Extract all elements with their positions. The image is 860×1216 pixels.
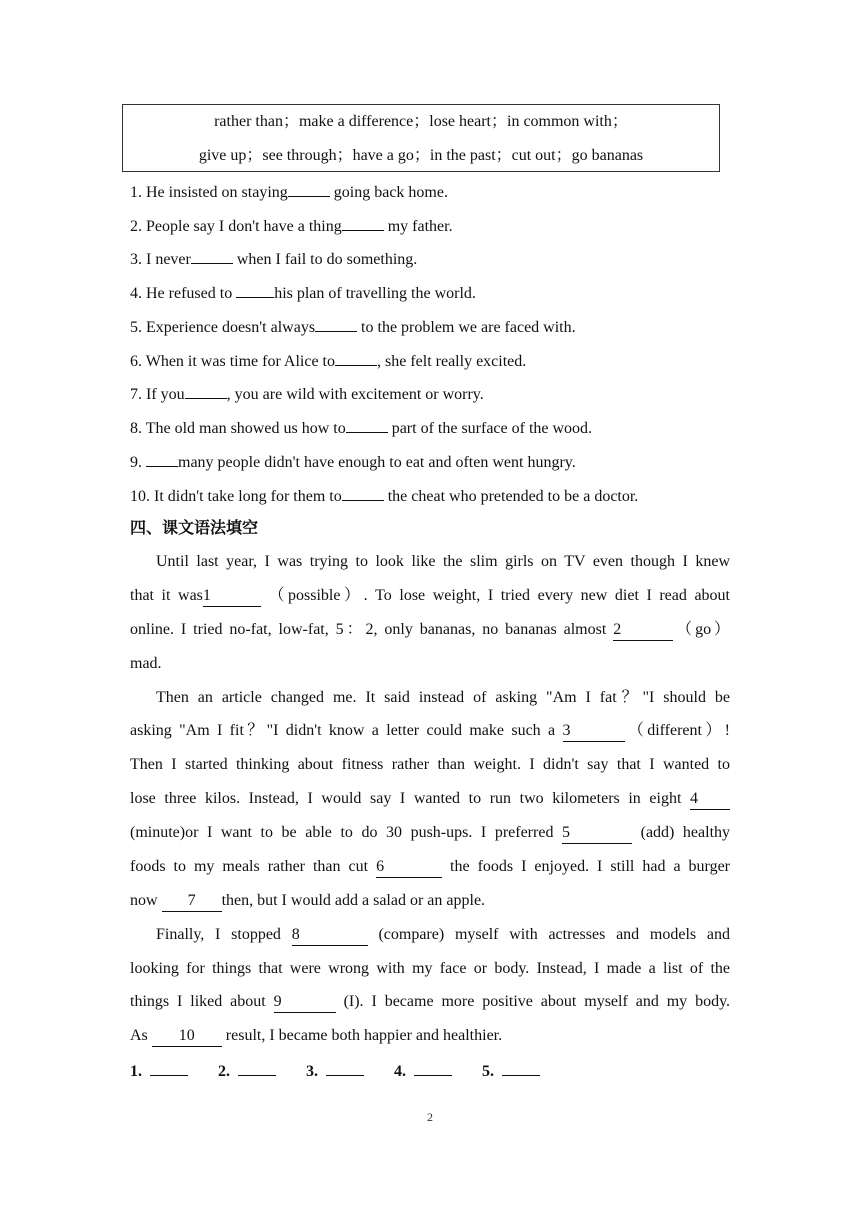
answer-item-3 (306, 1058, 364, 1084)
sentence-8 (130, 415, 730, 439)
answer-label: 1. (130, 1063, 142, 1080)
passage-line (130, 618, 730, 642)
gap-8[interactable]: 8 (292, 925, 368, 946)
passage-line: mad. (130, 655, 162, 672)
sentence-text: 5. Experience doesn't always (130, 319, 316, 336)
sentence-text: part of the surface of the wood. (387, 420, 593, 437)
sentence-text: many people didn't have enough to eat and often went hungry. (178, 454, 576, 471)
passage-line: Until last year, I was trying to look like the slim girls on TV even though I knew (156, 553, 730, 570)
passage-line (130, 990, 730, 1014)
passage-line (130, 1024, 730, 1048)
sentence-text: my father. (383, 218, 453, 235)
answer-row (130, 1058, 566, 1082)
sentence-text: 4. He refused to (130, 285, 237, 302)
passage-text: now (130, 892, 158, 909)
sentence-4 (130, 280, 730, 304)
sentence-text: the cheat who pretended to be a doctor. (383, 488, 639, 505)
phrase-bank-box (122, 104, 720, 172)
passage-line: Then an article changed me. It said instead of asking "Am I fat？"I should be (156, 689, 730, 706)
passage-text: asking "Am I fit？"I didn't know a letter could make such a (130, 722, 556, 739)
passage-text: (compare) myself with actresses and models and (378, 926, 731, 943)
gap-7[interactable]: 7 (162, 891, 222, 912)
passage-text: （possible）. To lose weight, I tried every new diet I read about (268, 587, 730, 604)
passage-line (130, 787, 730, 811)
passage-text: foods to my meals rather than cut (130, 858, 369, 875)
gap-10[interactable]: 10 (152, 1026, 222, 1047)
gap-3[interactable]: 3 (563, 721, 625, 742)
answer-blank[interactable] (146, 449, 178, 467)
passage-line (130, 584, 730, 608)
passage-line (130, 889, 730, 913)
answer-blank[interactable] (342, 483, 384, 501)
sentence-text: to the problem we are faced with. (357, 319, 576, 336)
answer-blank[interactable] (236, 280, 274, 298)
passage-text: lose three kilos. Instead, I would say I wanted to run two kilometers in eight (130, 790, 682, 807)
passage-line (156, 923, 730, 947)
sentence-text: 6. When it was time for Alice to (130, 353, 335, 370)
sentence-text: 8. The old man showed us how to (130, 420, 346, 437)
sentence-text: 9. (130, 454, 146, 471)
passage-text: the foods I enjoyed. I still had a burger (450, 858, 730, 875)
passage-text: （go） (673, 621, 730, 638)
passage-text: online. I tried no-fat, low-fat, 5：2, only bananas, no bananas almost (130, 621, 607, 638)
answer-blank[interactable] (185, 381, 227, 399)
answer-blank[interactable] (288, 179, 330, 197)
sentence-7 (130, 381, 730, 405)
sentence-6 (130, 348, 730, 372)
answer-blank[interactable] (414, 1058, 452, 1076)
gap-4[interactable]: 4 (690, 789, 730, 810)
passage-text: result, I became both happier and healthier. (225, 1027, 503, 1044)
answer-blank[interactable] (315, 314, 357, 332)
answer-blank[interactable] (191, 246, 233, 264)
sentence-2 (130, 213, 730, 237)
answer-blank[interactable] (342, 213, 384, 231)
passage-text: that it was (130, 587, 203, 604)
sentence-text: 10. It didn't take long for them to (130, 488, 342, 505)
phrase-bank-line-1: rather than；make a difference；lose heart；in common with； (214, 113, 628, 130)
page-number: 2 (427, 1110, 433, 1124)
passage-text: things I liked about (130, 993, 266, 1010)
answer-item-1 (130, 1058, 188, 1084)
passage-text: then, but I would add a salad or an apple. (221, 892, 486, 909)
passage-line: looking for things that were wrong with my face or body. Instead, I made a list of the (130, 960, 730, 977)
sentence-3 (130, 246, 730, 270)
answer-blank[interactable] (335, 348, 377, 366)
section-heading: 四、课文语法填空 (130, 518, 259, 537)
answer-blank[interactable] (346, 415, 388, 433)
gap-2[interactable]: 2 (613, 620, 673, 641)
passage-text: Finally, I stopped (156, 926, 281, 943)
sentence-text: , she felt really excited. (377, 353, 527, 370)
gap-6[interactable]: 6 (376, 857, 442, 878)
answer-blank[interactable] (238, 1058, 276, 1076)
sentence-text: 7. If you (130, 386, 185, 403)
answer-item-4 (394, 1058, 452, 1084)
answer-item-2 (218, 1058, 276, 1084)
passage-text: (I). I became more positive about myself and my body. (343, 993, 731, 1010)
sentence-1 (130, 179, 730, 203)
sentence-text: his plan of travelling the world. (274, 285, 476, 302)
sentence-text: going back home. (329, 184, 448, 201)
gap-5[interactable]: 5 (562, 823, 632, 844)
answer-blank[interactable] (502, 1058, 540, 1076)
answer-label: 3. (306, 1063, 318, 1080)
sentence-9 (130, 449, 730, 473)
answer-blank[interactable] (326, 1058, 364, 1076)
sentence-text: 2. People say I don't have a thing (130, 218, 342, 235)
answer-label: 4. (394, 1063, 406, 1080)
passage-line (130, 821, 730, 845)
sentence-10 (130, 483, 730, 507)
answer-item-5 (482, 1058, 540, 1084)
passage-line: Then I started thinking about fitness rather than weight. I didn't say that I wanted to (130, 756, 730, 773)
sentence-5 (130, 314, 730, 338)
gap-1[interactable]: 1 (203, 586, 261, 607)
passage-text: (add) healthy (640, 824, 731, 841)
phrase-bank-line-2: give up；see through；have a go；in the past；cut out；go bananas (198, 147, 644, 164)
gap-9[interactable]: 9 (274, 992, 336, 1013)
passage-text: (minute)or I want to be able to do 30 push-ups. I preferred (130, 824, 554, 841)
answer-blank[interactable] (150, 1058, 188, 1076)
sentence-text: , you are wild with excitement or worry. (226, 386, 484, 403)
answer-label: 5. (482, 1063, 494, 1080)
passage-text: （different）! (624, 722, 731, 739)
passage-text: As (130, 1027, 148, 1044)
passage-line (130, 855, 730, 879)
sentence-text: when I fail to do something. (232, 251, 418, 268)
sentence-text: 1. He insisted on staying (130, 184, 288, 201)
answer-label: 2. (218, 1063, 230, 1080)
sentence-text: 3. I never (130, 251, 191, 268)
passage-line (130, 719, 730, 743)
